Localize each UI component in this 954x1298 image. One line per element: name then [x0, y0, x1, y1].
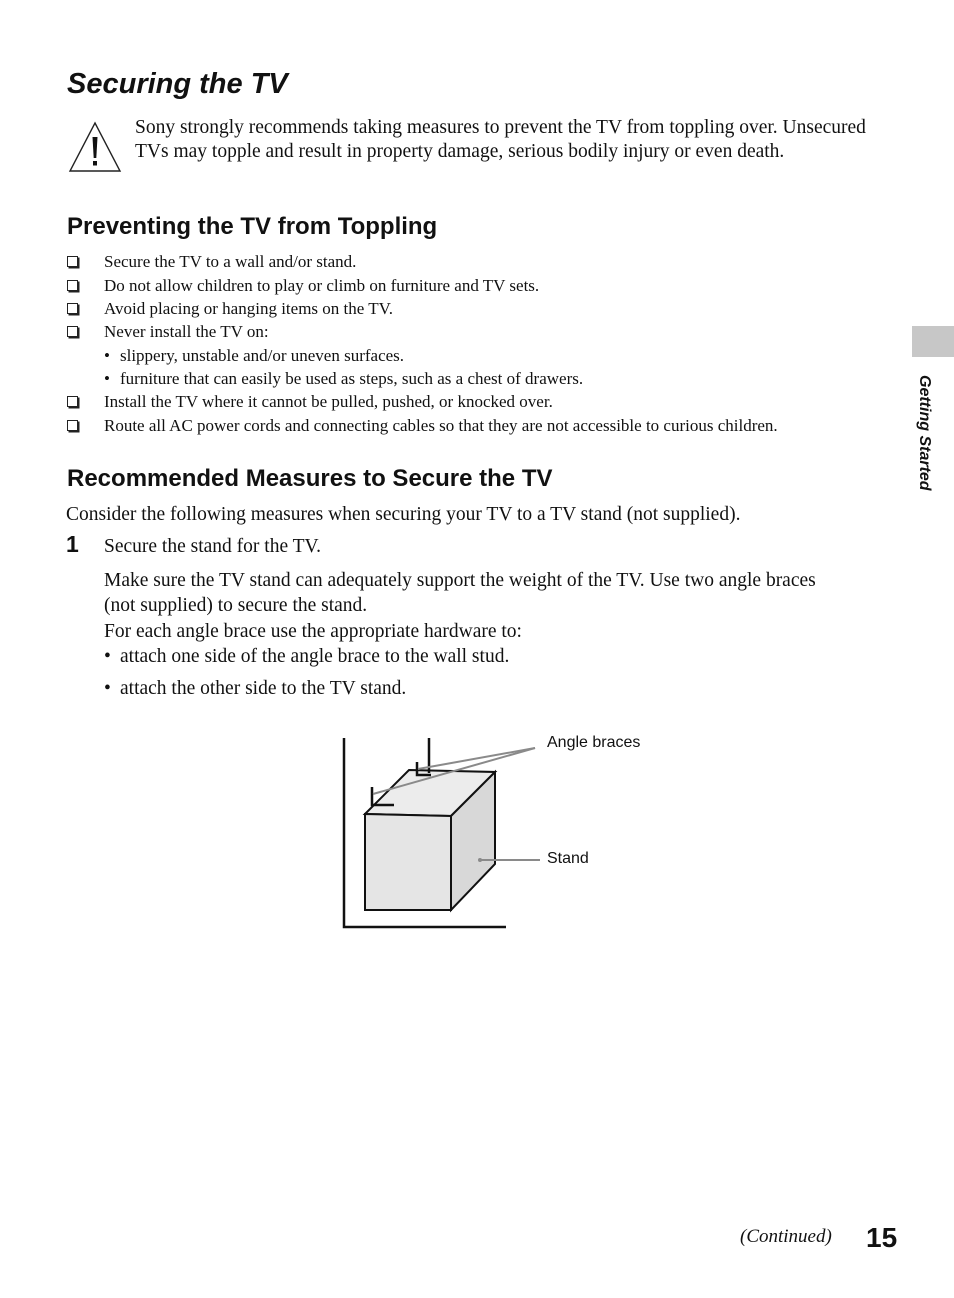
warning-triangle-icon [68, 121, 122, 173]
checklist-item-text: Route all AC power cords and connecting cables so that they are not accessible to curious children. [104, 416, 778, 435]
checkbox-icon [67, 280, 78, 291]
step-paragraph-line: (not supplied) to secure the stand. [104, 595, 368, 616]
section-heading-recommended: Recommended Measures to Secure the TV [67, 465, 553, 492]
step-title: Secure the stand for the TV. [104, 536, 321, 557]
bullet-icon: • [104, 346, 110, 365]
section-heading-preventing: Preventing the TV from Toppling [67, 213, 438, 240]
checklist-item-text: Install the TV where it cannot be pulled, pushed, or knocked over. [104, 392, 553, 411]
sub-list-item-text: furniture that can easily be used as steps, such as a chest of drawers. [120, 369, 584, 388]
leader-line [418, 748, 535, 769]
bullet-icon: • [104, 678, 111, 699]
page-number: 15 [866, 1222, 898, 1253]
callout-angle-braces: Angle braces [547, 734, 641, 751]
checklist-item-text: Avoid placing or hanging items on the TV. [104, 299, 393, 318]
checkbox-icon [67, 396, 78, 407]
step-paragraph: For each angle brace use the appropriate hardware to: [104, 621, 522, 642]
checkbox-icon [67, 256, 78, 267]
step-number: 1 [66, 531, 79, 557]
step-paragraph-line: Make sure the TV stand can adequately support the weight of the TV. Use two angle braces [104, 570, 816, 591]
bullet-icon: • [104, 369, 110, 388]
intro-text: Consider the following measures when securing your TV to a TV stand (not supplied). [66, 504, 741, 525]
warning-text: Sony strongly recommends taking measures to prevent the TV from toppling over. Unsecured TVs may topple and result in property damage, serious bodily injury or even death. [135, 117, 866, 162]
side-section-label [906, 373, 936, 523]
sub-list-item-text: slippery, unstable and/or uneven surfaces. [120, 346, 405, 365]
checklist-item-text: Do not allow children to play or climb on furniture and TV sets. [104, 276, 540, 295]
page-title: Securing the TV [67, 68, 288, 100]
step-bullet-text: attach the other side to the TV stand. [120, 678, 407, 699]
stand-illustration [330, 725, 690, 940]
step-bullet-text: attach one side of the angle brace to the wall stud. [120, 646, 510, 667]
section-tab-marker [912, 326, 954, 357]
checkbox-icon [67, 303, 78, 314]
checkbox-icon [67, 326, 78, 337]
checklist-item-text: Secure the TV to a wall and/or stand. [104, 252, 357, 271]
bullet-icon: • [104, 646, 111, 667]
continued-label: (Continued) [740, 1226, 832, 1247]
stand-front-face [365, 814, 451, 910]
checklist-item-text: Never install the TV on: [104, 322, 269, 341]
callout-stand: Stand [547, 850, 589, 867]
side-section-label-text: Getting Started [916, 375, 933, 491]
checkbox-icon [67, 420, 78, 431]
